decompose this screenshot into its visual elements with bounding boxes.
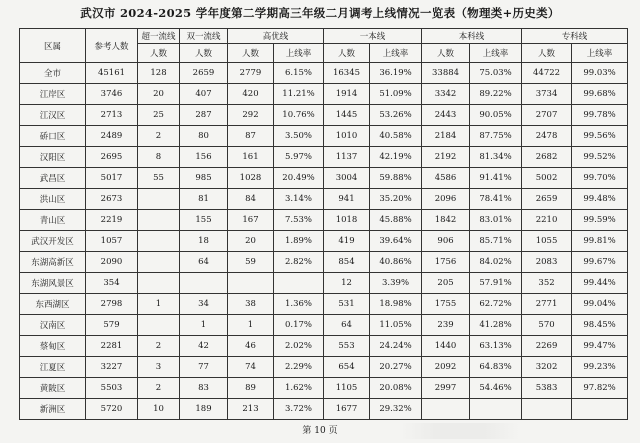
bachelor-rate-cell: 54.46%	[470, 378, 522, 399]
first-rate-cell: 18.98%	[370, 294, 422, 315]
high-rate-cell: 10.76%	[274, 105, 324, 126]
first-rate-cell: 20.27%	[370, 357, 422, 378]
bachelor-count-cell: 205	[422, 273, 470, 294]
table-row	[20, 126, 628, 147]
examinees-cell: 5503	[86, 378, 138, 399]
high-rate-cell: 1.89%	[274, 231, 324, 252]
first-rate-cell: 59.88%	[370, 168, 422, 189]
first-count-cell: 531	[324, 294, 370, 315]
junior-count-cell: 2682	[522, 147, 572, 168]
dual-count-cell: 34	[180, 294, 228, 315]
header-first-line: 一本线	[324, 29, 422, 44]
first-rate-cell: 40.58%	[370, 126, 422, 147]
first-rate-cell: 53.26%	[370, 105, 422, 126]
bachelor-count-cell: 2096	[422, 189, 470, 210]
bachelor-count-cell: 4586	[422, 168, 470, 189]
dual-count-cell: 407	[180, 84, 228, 105]
junior-count-cell: 3202	[522, 357, 572, 378]
examinees-cell: 45161	[86, 63, 138, 84]
super-count-cell: 3	[138, 357, 180, 378]
high-count-cell: 20	[228, 231, 274, 252]
district-cell: 汉南区	[20, 315, 86, 336]
first-count-cell: 1018	[324, 210, 370, 231]
first-count-cell: 1105	[324, 378, 370, 399]
district-cell: 硚口区	[20, 126, 86, 147]
table-row	[20, 147, 628, 168]
junior-rate-cell: 99.52%	[572, 147, 628, 168]
district-cell: 黄陂区	[20, 378, 86, 399]
first-rate-cell: 24.24%	[370, 336, 422, 357]
table-body	[20, 63, 628, 420]
high-count-cell: 89	[228, 378, 274, 399]
header-bachelor-count: 人数	[422, 44, 470, 63]
high-rate-cell: 5.97%	[274, 147, 324, 168]
first-rate-cell: 45.88%	[370, 210, 422, 231]
super-count-cell	[138, 273, 180, 294]
high-rate-cell: 20.49%	[274, 168, 324, 189]
junior-rate-cell: 99.59%	[572, 210, 628, 231]
super-count-cell: 2	[138, 336, 180, 357]
junior-count-cell: 3734	[522, 84, 572, 105]
dual-count-cell: 18	[180, 231, 228, 252]
super-count-cell: 8	[138, 147, 180, 168]
header-dual-line: 双一流线	[180, 29, 228, 44]
header-junior-line: 专科线	[522, 29, 628, 44]
first-count-cell: 1445	[324, 105, 370, 126]
high-rate-cell: 6.15%	[274, 63, 324, 84]
bachelor-count-cell: 1440	[422, 336, 470, 357]
super-count-cell: 2	[138, 126, 180, 147]
examinees-cell: 5720	[86, 399, 138, 420]
high-count-cell: 420	[228, 84, 274, 105]
super-count-cell	[138, 210, 180, 231]
first-rate-cell: 29.32%	[370, 399, 422, 420]
first-count-cell: 16345	[324, 63, 370, 84]
examinees-cell: 5017	[86, 168, 138, 189]
district-cell: 武昌区	[20, 168, 86, 189]
super-count-cell	[138, 189, 180, 210]
first-count-cell: 1010	[324, 126, 370, 147]
junior-count-cell: 352	[522, 273, 572, 294]
table-row	[20, 84, 628, 105]
junior-rate-cell: 99.44%	[572, 273, 628, 294]
header-dual-count: 人数	[180, 44, 228, 63]
first-rate-cell: 36.19%	[370, 63, 422, 84]
dual-count-cell	[180, 273, 228, 294]
header-super-line: 超一流线	[138, 29, 180, 44]
junior-count-cell: 5002	[522, 168, 572, 189]
examinees-cell: 2695	[86, 147, 138, 168]
examinees-cell: 579	[86, 315, 138, 336]
junior-count-cell	[522, 399, 572, 420]
header-examinees: 参考人数	[86, 29, 138, 63]
first-rate-cell: 39.64%	[370, 231, 422, 252]
high-count-cell: 84	[228, 189, 274, 210]
junior-count-cell: 570	[522, 315, 572, 336]
district-cell: 全市	[20, 63, 86, 84]
table-row	[20, 294, 628, 315]
bachelor-rate-cell: 78.41%	[470, 189, 522, 210]
high-count-cell: 161	[228, 147, 274, 168]
junior-count-cell: 5383	[522, 378, 572, 399]
junior-count-cell: 1055	[522, 231, 572, 252]
bachelor-rate-cell: 62.72%	[470, 294, 522, 315]
super-count-cell: 10	[138, 399, 180, 420]
junior-rate-cell: 99.81%	[572, 231, 628, 252]
bachelor-count-cell: 1755	[422, 294, 470, 315]
examinees-cell: 3227	[86, 357, 138, 378]
high-rate-cell: 2.82%	[274, 252, 324, 273]
super-count-cell: 20	[138, 84, 180, 105]
junior-count-cell: 2771	[522, 294, 572, 315]
table-row	[20, 273, 628, 294]
table-row	[20, 315, 628, 336]
district-cell: 东湖风景区	[20, 273, 86, 294]
dual-count-cell: 189	[180, 399, 228, 420]
table-row	[20, 378, 628, 399]
super-count-cell: 2	[138, 378, 180, 399]
high-count-cell: 74	[228, 357, 274, 378]
high-count-cell: 1028	[228, 168, 274, 189]
table-row	[20, 336, 628, 357]
dual-count-cell: 83	[180, 378, 228, 399]
examinees-cell: 3746	[86, 84, 138, 105]
table-row	[20, 210, 628, 231]
district-cell: 新洲区	[20, 399, 86, 420]
bachelor-count-cell: 2092	[422, 357, 470, 378]
table-row	[20, 252, 628, 273]
header-junior-count: 人数	[522, 44, 572, 63]
table-row	[20, 168, 628, 189]
examinees-cell: 354	[86, 273, 138, 294]
bachelor-count-cell: 239	[422, 315, 470, 336]
high-rate-cell: 3.14%	[274, 189, 324, 210]
junior-rate-cell: 99.67%	[572, 252, 628, 273]
bachelor-count-cell: 1842	[422, 210, 470, 231]
bachelor-count-cell: 2184	[422, 126, 470, 147]
dual-count-cell: 1	[180, 315, 228, 336]
examinees-cell: 2673	[86, 189, 138, 210]
high-count-cell: 2779	[228, 63, 274, 84]
junior-rate-cell: 98.45%	[572, 315, 628, 336]
first-count-cell: 553	[324, 336, 370, 357]
high-count-cell: 292	[228, 105, 274, 126]
first-count-cell: 419	[324, 231, 370, 252]
table-row	[20, 231, 628, 252]
header-first-count: 人数	[324, 44, 370, 63]
bachelor-count-cell: 2997	[422, 378, 470, 399]
super-count-cell: 25	[138, 105, 180, 126]
dual-count-cell: 77	[180, 357, 228, 378]
super-count-cell	[138, 231, 180, 252]
district-cell: 东湖高新区	[20, 252, 86, 273]
dual-count-cell: 156	[180, 147, 228, 168]
high-count-cell	[228, 273, 274, 294]
high-rate-cell: 0.17%	[274, 315, 324, 336]
district-cell: 洪山区	[20, 189, 86, 210]
bachelor-count-cell: 1756	[422, 252, 470, 273]
first-rate-cell: 20.08%	[370, 378, 422, 399]
examinees-cell: 1057	[86, 231, 138, 252]
bachelor-rate-cell: 84.02%	[470, 252, 522, 273]
bachelor-rate-cell: 83.01%	[470, 210, 522, 231]
high-rate-cell: 2.29%	[274, 357, 324, 378]
first-rate-cell: 11.05%	[370, 315, 422, 336]
high-rate-cell: 7.53%	[274, 210, 324, 231]
header-row-main	[20, 29, 628, 44]
first-count-cell: 1137	[324, 147, 370, 168]
first-count-cell: 3004	[324, 168, 370, 189]
junior-rate-cell: 99.78%	[572, 105, 628, 126]
junior-count-cell: 2083	[522, 252, 572, 273]
high-count-cell: 1	[228, 315, 274, 336]
junior-rate-cell: 99.56%	[572, 126, 628, 147]
junior-count-cell: 2210	[522, 210, 572, 231]
first-rate-cell: 51.09%	[370, 84, 422, 105]
bachelor-rate-cell: 41.28%	[470, 315, 522, 336]
dual-count-cell: 985	[180, 168, 228, 189]
high-count-cell: 59	[228, 252, 274, 273]
examinees-cell: 2219	[86, 210, 138, 231]
junior-count-cell: 44722	[522, 63, 572, 84]
page-title: 武汉市 2024-2025 学年度第二学期高三年级二月调考上线情况一览表（物理类+历史类）	[80, 6, 560, 20]
junior-count-cell: 2659	[522, 189, 572, 210]
high-count-cell: 167	[228, 210, 274, 231]
junior-rate-cell: 99.48%	[572, 189, 628, 210]
district-cell: 武汉开发区	[20, 231, 86, 252]
junior-rate-cell: 99.70%	[572, 168, 628, 189]
junior-count-cell: 2478	[522, 126, 572, 147]
junior-rate-cell: 99.03%	[572, 63, 628, 84]
header-high-rate: 上线率	[274, 44, 324, 63]
header-first-rate: 上线率	[370, 44, 422, 63]
district-cell: 东西湖区	[20, 294, 86, 315]
super-count-cell	[138, 252, 180, 273]
junior-rate-cell: 99.47%	[572, 336, 628, 357]
high-count-cell: 213	[228, 399, 274, 420]
bachelor-rate-cell: 85.71%	[470, 231, 522, 252]
high-rate-cell: 1.36%	[274, 294, 324, 315]
bachelor-rate-cell	[470, 399, 522, 420]
dual-count-cell: 64	[180, 252, 228, 273]
first-count-cell: 12	[324, 273, 370, 294]
examinees-cell: 2090	[86, 252, 138, 273]
header-bachelor-line: 本科线	[422, 29, 522, 44]
junior-rate-cell: 97.82%	[572, 378, 628, 399]
examinees-cell: 2713	[86, 105, 138, 126]
examinees-cell: 2489	[86, 126, 138, 147]
super-count-cell: 1	[138, 294, 180, 315]
junior-rate-cell	[572, 399, 628, 420]
district-cell: 蔡甸区	[20, 336, 86, 357]
junior-count-cell: 2707	[522, 105, 572, 126]
dual-count-cell: 42	[180, 336, 228, 357]
high-count-cell: 38	[228, 294, 274, 315]
dual-count-cell: 81	[180, 189, 228, 210]
dual-count-cell: 287	[180, 105, 228, 126]
bachelor-count-cell: 2443	[422, 105, 470, 126]
bachelor-rate-cell: 63.13%	[470, 336, 522, 357]
first-rate-cell: 3.39%	[370, 273, 422, 294]
bachelor-count-cell: 906	[422, 231, 470, 252]
super-count-cell: 128	[138, 63, 180, 84]
first-rate-cell: 42.19%	[370, 147, 422, 168]
high-rate-cell	[274, 273, 324, 294]
header-junior-rate: 上线率	[572, 44, 628, 63]
first-count-cell: 64	[324, 315, 370, 336]
high-rate-cell: 1.62%	[274, 378, 324, 399]
bachelor-count-cell: 33884	[422, 63, 470, 84]
junior-rate-cell: 99.23%	[572, 357, 628, 378]
first-count-cell: 654	[324, 357, 370, 378]
bachelor-rate-cell: 64.83%	[470, 357, 522, 378]
dual-count-cell: 80	[180, 126, 228, 147]
bachelor-rate-cell: 75.03%	[470, 63, 522, 84]
header-high-count: 人数	[228, 44, 274, 63]
junior-rate-cell: 99.04%	[572, 294, 628, 315]
dual-count-cell: 2659	[180, 63, 228, 84]
high-count-cell: 46	[228, 336, 274, 357]
district-cell: 汉阳区	[20, 147, 86, 168]
bachelor-rate-cell: 81.34%	[470, 147, 522, 168]
high-rate-cell: 3.72%	[274, 399, 324, 420]
table-row	[20, 105, 628, 126]
header-high-line: 高优线	[228, 29, 324, 44]
bachelor-rate-cell: 91.41%	[470, 168, 522, 189]
dual-count-cell: 155	[180, 210, 228, 231]
high-count-cell: 87	[228, 126, 274, 147]
examinees-cell: 2281	[86, 336, 138, 357]
high-rate-cell: 11.21%	[274, 84, 324, 105]
table-row	[20, 399, 628, 420]
bachelor-rate-cell: 90.05%	[470, 105, 522, 126]
header-super-count: 人数	[138, 44, 180, 63]
first-rate-cell: 40.86%	[370, 252, 422, 273]
district-cell: 江岸区	[20, 84, 86, 105]
examinees-cell: 2798	[86, 294, 138, 315]
first-rate-cell: 35.20%	[370, 189, 422, 210]
high-rate-cell: 3.50%	[274, 126, 324, 147]
table-row	[20, 63, 628, 84]
first-count-cell: 1677	[324, 399, 370, 420]
first-count-cell: 1914	[324, 84, 370, 105]
watermark-blur	[400, 423, 520, 439]
bachelor-rate-cell: 57.91%	[470, 273, 522, 294]
page-number: 第 10 页	[302, 426, 338, 436]
bachelor-count-cell: 2192	[422, 147, 470, 168]
header-bachelor-rate: 上线率	[470, 44, 522, 63]
results-table	[19, 28, 628, 420]
table-row	[20, 357, 628, 378]
bachelor-rate-cell: 89.22%	[470, 84, 522, 105]
district-cell: 青山区	[20, 210, 86, 231]
bachelor-count-cell: 3342	[422, 84, 470, 105]
bachelor-rate-cell: 87.75%	[470, 126, 522, 147]
table-row	[20, 189, 628, 210]
first-count-cell: 941	[324, 189, 370, 210]
district-cell: 江汉区	[20, 105, 86, 126]
header-district: 区属	[20, 29, 86, 63]
junior-rate-cell: 99.68%	[572, 84, 628, 105]
high-rate-cell: 2.02%	[274, 336, 324, 357]
junior-count-cell: 2269	[522, 336, 572, 357]
bachelor-count-cell	[422, 399, 470, 420]
super-count-cell	[138, 315, 180, 336]
first-count-cell: 854	[324, 252, 370, 273]
super-count-cell: 55	[138, 168, 180, 189]
district-cell: 江夏区	[20, 357, 86, 378]
